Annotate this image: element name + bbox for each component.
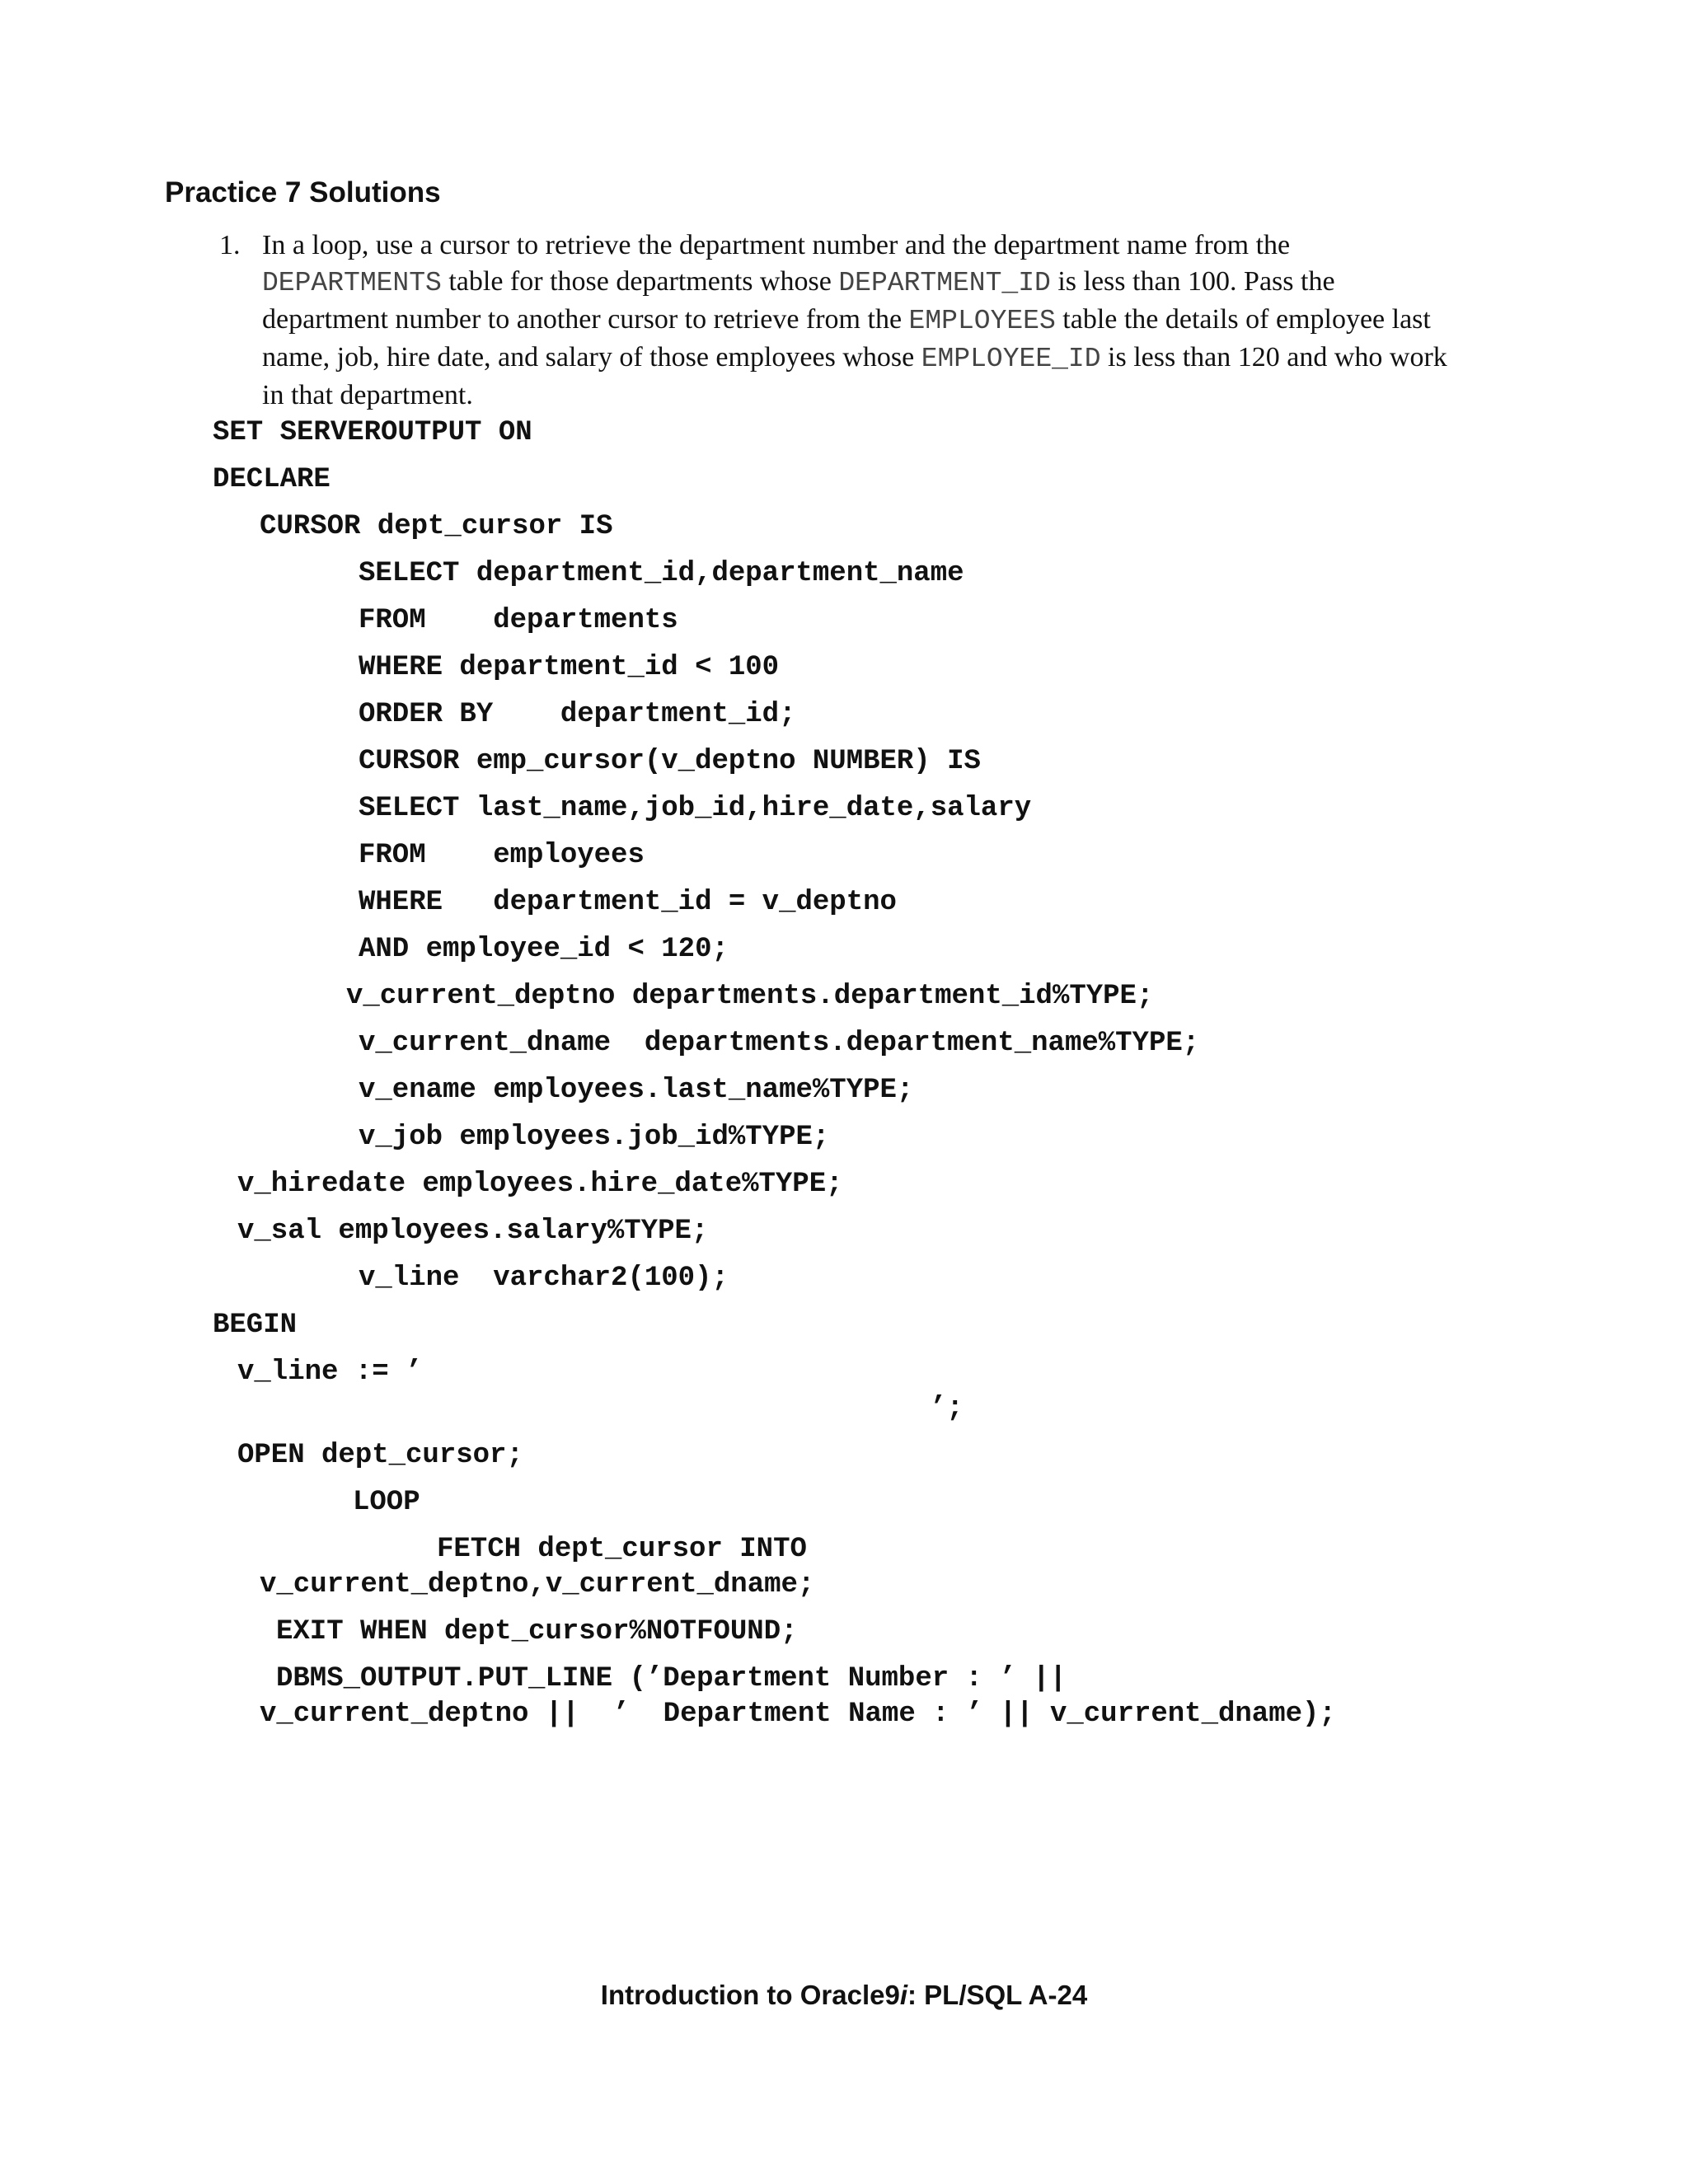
code-line: v_line varchar2(100); bbox=[359, 1263, 729, 1294]
question-number: 1. bbox=[219, 230, 241, 260]
code-line: v_current_dname departments.department_name%TYPE; bbox=[359, 1028, 1200, 1059]
section-heading: Practice 7 Solutions bbox=[165, 176, 441, 209]
footer-page-ref: : PL/SQL A-24 bbox=[907, 1980, 1088, 2010]
code-line: OPEN dept_cursor; bbox=[237, 1440, 523, 1471]
code-line: LOOP bbox=[353, 1487, 420, 1518]
code-line: DECLARE bbox=[213, 464, 331, 495]
column-name-department-id: DEPARTMENT_ID bbox=[838, 268, 1051, 298]
question-text-part: table for those departments whose bbox=[441, 266, 839, 297]
code-line: v_job employees.job_id%TYPE; bbox=[359, 1122, 830, 1153]
table-name-departments: DEPARTMENTS bbox=[262, 268, 442, 298]
table-name-employees: EMPLOYEES bbox=[908, 306, 1056, 336]
code-line: v_current_deptno departments.department_id%TYPE; bbox=[346, 981, 1154, 1012]
code-line: WHERE department_id = v_deptno bbox=[359, 887, 897, 918]
code-line: v_hiredate employees.hire_date%TYPE; bbox=[237, 1169, 843, 1200]
code-line: FETCH dept_cursor INTO bbox=[437, 1534, 807, 1565]
question-text-part: In a loop, use a cursor to retrieve the department number and the department name from the bbox=[262, 230, 1291, 260]
code-line: v_current_deptno || ’ Department Name : ’ || v_current_dname); bbox=[260, 1699, 1336, 1730]
code-line: AND employee_id < 120; bbox=[359, 934, 729, 965]
code-line: ’; bbox=[930, 1393, 964, 1424]
question-text-part: table the details of employee last name, job, hire date, and salary of those employees whose bbox=[262, 304, 1431, 373]
question-text-part: is less than 120 and who work in that department. bbox=[262, 342, 1447, 410]
column-name-employee-id: EMPLOYEE_ID bbox=[921, 344, 1101, 374]
code-line: SELECT last_name,job_id,hire_date,salary bbox=[359, 793, 1032, 824]
code-line: CURSOR dept_cursor IS bbox=[260, 511, 613, 542]
code-line: SET SERVEROUTPUT ON bbox=[213, 417, 532, 448]
question-text bbox=[262, 227, 1464, 414]
code-line: v_ename employees.last_name%TYPE; bbox=[359, 1075, 914, 1106]
code-line: SELECT department_id,department_name bbox=[359, 558, 964, 589]
code-line: EXIT WHEN dept_cursor%NOTFOUND; bbox=[276, 1616, 798, 1647]
code-line: WHERE department_id < 100 bbox=[359, 652, 780, 683]
code-line: DBMS_OUTPUT.PUT_LINE (’Department Number : ’ || bbox=[276, 1663, 1067, 1694]
page-footer bbox=[0, 1980, 1688, 2011]
code-line: v_current_deptno,v_current_dname; bbox=[260, 1569, 815, 1601]
code-line: FROM departments bbox=[359, 605, 678, 636]
code-line: v_line := ’ bbox=[237, 1357, 423, 1388]
code-line: v_sal employees.salary%TYPE; bbox=[237, 1216, 709, 1247]
footer-title-italic: i bbox=[899, 1980, 907, 2010]
footer-title: Introduction to Oracle9 bbox=[600, 1980, 900, 2010]
question-1 bbox=[219, 227, 1464, 414]
code-line: ORDER BY department_id; bbox=[359, 699, 796, 730]
code-line: FROM employees bbox=[359, 840, 645, 871]
code-line: BEGIN bbox=[213, 1310, 298, 1341]
question-text-part: is less than 100. Pass the department number to another cursor to retrieve from the bbox=[262, 266, 1335, 335]
code-line: CURSOR emp_cursor(v_deptno NUMBER) IS bbox=[359, 746, 981, 777]
